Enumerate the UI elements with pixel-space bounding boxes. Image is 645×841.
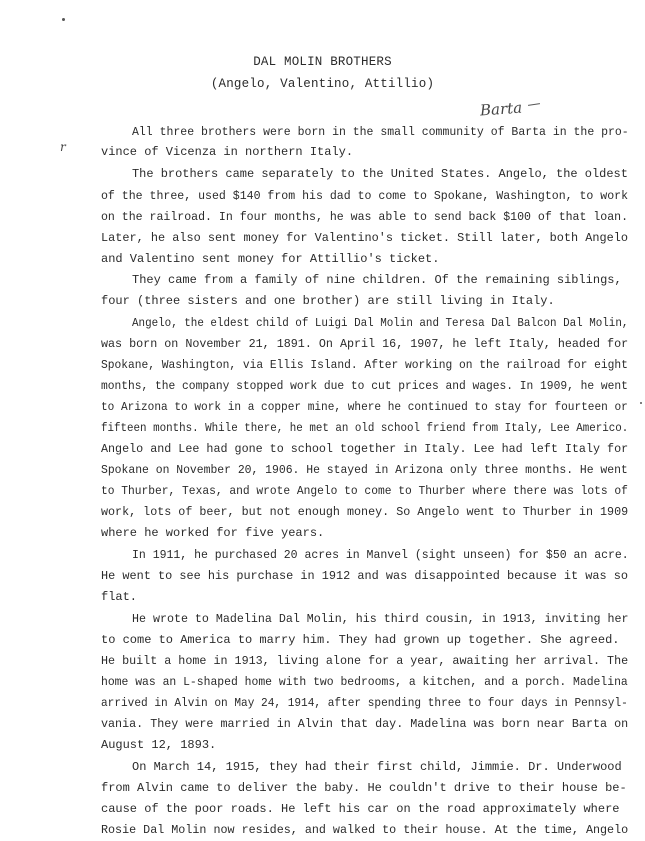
scan-speck <box>640 402 642 404</box>
text-line: and Valentino sent money for Attillio's ticket. <box>101 252 440 266</box>
text-line: In 1911, he purchased 20 acres in Manvel (sight unseen) for $50 an acre. <box>132 548 629 562</box>
text-line: home was an L-shaped home with two bedrooms, a kitchen, and a porch. Madelina <box>101 675 628 689</box>
text-line: Angelo, the eldest child of Luigi Dal Molin and Teresa Dal Balcon Dal Molin, <box>132 316 629 330</box>
handwritten-annotation: Barta <box>479 98 523 120</box>
text-line: arrived in Alvin on May 24, 1914, after spending three to four days in Pennsyl- <box>101 696 628 710</box>
text-line: to Arizona to work in a copper mine, where he continued to stay for fourteen or <box>101 400 628 414</box>
text-line: The brothers came separately to the United States. Angelo, the oldest <box>132 167 628 181</box>
scan-speck <box>62 18 65 21</box>
text-line: He went to see his purchase in 1912 and was disappointed because it was so <box>101 569 629 583</box>
text-line: work, lots of beer, but not enough money. So Angelo went to Thurber in 1909 <box>101 505 629 519</box>
text-line: They came from a family of nine children. Of the remaining siblings, <box>132 273 622 287</box>
text-line: from Alvin came to deliver the baby. He couldn't drive to their house be- <box>101 781 627 795</box>
text-line: on the railroad. In four months, he was able to send back $100 of that loan. <box>101 210 629 224</box>
document-subtitle: (Angelo, Valentino, Attillio) <box>210 77 435 91</box>
text-line: of the three, used $140 from his dad to come to Spokane, Washington, to work <box>101 189 629 203</box>
text-line: to Thurber, Texas, and wrote Angelo to come to Thurber where there was lots of <box>101 484 628 498</box>
text-line: All three brothers were born in the small community of Barta in the pro- <box>132 125 629 139</box>
document-title: DAL MOLIN BROTHERS <box>253 55 392 69</box>
text-line: On March 14, 1915, they had their first child, Jimmie. Dr. Underwood <box>132 760 622 774</box>
text-line: to come to America to marry him. They had grown up together. She agreed. <box>101 633 620 647</box>
text-line: Rosie Dal Molin now resides, and walked to their house. At the time, Angelo <box>101 823 629 837</box>
text-line: Later, he also sent money for Valentino's ticket. Still later, both Angelo <box>101 231 629 245</box>
text-line: Spokane, Washington, via Ellis Island. After working on the railroad for eight <box>101 358 628 372</box>
text-line: vania. They were married in Alvin that day. Madelina was born near Barta on <box>101 717 629 731</box>
text-line: fifteen months. While there, he met an old school friend from Italy, Lee Americo. <box>101 421 629 435</box>
text-line: four (three sisters and one brother) are still living in Italy. <box>101 294 555 308</box>
text-line: He wrote to Madelina Dal Molin, his third cousin, in 1913, inviting her <box>132 612 629 626</box>
text-line: vince of Vicenza in northern Italy. <box>101 145 354 159</box>
text-line: months, the company stopped work due to cut prices and wages. In 1909, he went <box>101 379 628 393</box>
text-line: He built a home in 1913, living alone for a year, awaiting her arrival. The <box>101 654 629 668</box>
text-line: August 12, 1893. <box>101 738 217 752</box>
text-line: flat. <box>101 590 138 604</box>
text-line: Angelo and Lee had gone to school together in Italy. Lee had left Italy for <box>101 442 629 456</box>
text-line: was born on November 21, 1891. On April 16, 1907, he left Italy, headed for <box>101 337 629 351</box>
handwritten-tick <box>528 103 540 106</box>
text-line: Spokane on November 20, 1906. He stayed in Arizona only three months. He went <box>101 463 628 477</box>
text-line: cause of the poor roads. He left his car on the road approximately where <box>101 802 620 816</box>
margin-mark: r <box>60 140 66 154</box>
text-line: where he worked for five years. <box>101 526 325 540</box>
